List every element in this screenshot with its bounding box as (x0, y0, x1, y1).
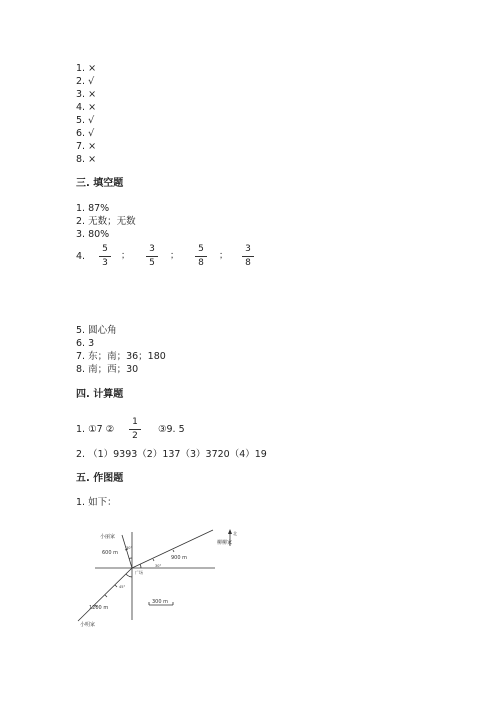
calc-q1-part1: 1. ①7 ② (76, 424, 115, 435)
judge-item: 7. × (76, 141, 97, 152)
label-angle: 30° (126, 546, 133, 550)
direction-map (75, 522, 245, 632)
label-angle: 30° (155, 564, 162, 568)
route-xiaoli (122, 535, 132, 568)
judge-item: 6. √ (76, 128, 95, 139)
route-liuliu (132, 530, 213, 568)
fill-item: 6. 3 (76, 338, 95, 349)
section-title: 四. 计算题 (76, 389, 124, 400)
fill-item: 7. 东；南；36；180 (76, 351, 166, 362)
judge-item: 3. × (76, 89, 97, 100)
judge-item: 2. √ (76, 76, 95, 87)
judge-item: 8. × (76, 154, 97, 165)
label-liuliu: 柳柳家 (217, 540, 233, 546)
judge-item: 1. × (76, 63, 97, 74)
label-xiaoli: 小丽家 (100, 534, 116, 540)
fraction: 3 8 (241, 244, 255, 269)
fraction: 5 8 (194, 244, 208, 269)
fraction: 3 5 (145, 244, 159, 269)
label-900m: 900 m (171, 555, 188, 561)
tick-mark (153, 559, 154, 561)
fill-item: 2. 无数；无数 (76, 216, 136, 227)
fill-item: 1. 87% (76, 203, 110, 214)
separator: ； (219, 251, 229, 261)
tick-mark (105, 595, 107, 597)
angle-arc (129, 558, 132, 559)
fraction: 1 2 (128, 417, 142, 442)
label-north: 北 (233, 531, 237, 536)
label-xiaoming: 小明家 (80, 622, 96, 628)
calc-q1-part2: ③9. 5 (158, 424, 185, 435)
fill-item: 5. 圆心角 (76, 325, 117, 336)
fraction: 5 3 (98, 244, 112, 269)
fill-item: 3. 80% (76, 229, 110, 240)
q4-label: 4. (76, 251, 86, 262)
label-1200m: 1200 m (89, 605, 109, 611)
fill-item: 8. 南；西；30 (76, 364, 139, 375)
separator: ； (121, 251, 131, 261)
calc-q2: 2. （1）9393（2）137（3）3720（4）19 (76, 449, 267, 460)
route-xiaoming (78, 568, 132, 621)
judge-item: 4. × (76, 102, 97, 113)
judge-item: 5. √ (76, 115, 95, 126)
label-scale: 300 m (152, 599, 169, 605)
label-angle: 45° (119, 585, 126, 589)
label-600m: 600 m (102, 550, 119, 556)
draw-q1: 1. 如下： (76, 497, 117, 508)
north-arrow-head (228, 529, 232, 534)
angle-arc (140, 564, 141, 568)
section-title: 五. 作图题 (76, 473, 124, 484)
angle-arc (126, 574, 132, 577)
tick-mark (173, 550, 174, 552)
separator: ； (170, 251, 180, 261)
tick-mark (115, 585, 117, 587)
label-square: 广场 (135, 570, 143, 575)
section-title: 三. 填空题 (76, 178, 124, 189)
